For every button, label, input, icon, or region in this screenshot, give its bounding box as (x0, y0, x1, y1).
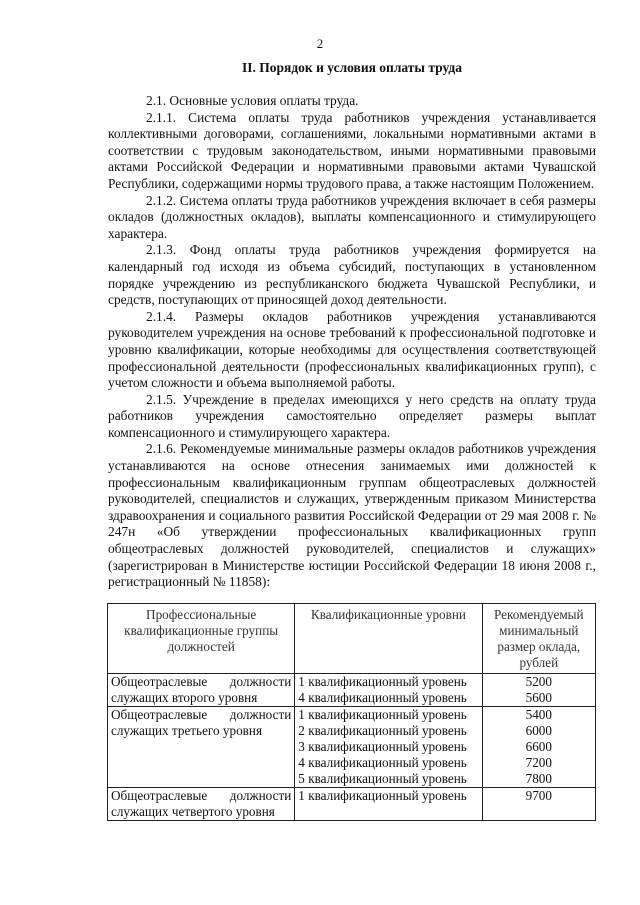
levels-cell (295, 788, 482, 821)
section-heading: II. Порядок и условия оплаты труда (242, 60, 462, 75)
level-item: 2 квалификационный уровень (298, 723, 467, 738)
group-cell: Общеотраслевые должности служащих второго уровня (108, 674, 295, 707)
salary-value: 6600 (525, 739, 552, 754)
paragraph-2-1-6: 2.1.6. Рекомендуемые минимальные размеры окладов работников учреждения устанавливаются на основе отнесения занимаемых ими должностей к профессиональным квалификационным группам общеотраслевых должностей руководителей, специалистов и служащих, утвержденным приказом Министерства здравоохранения и социального развития Российской Федерации от 29 мая 2008 г. № 247н «Об утверждении профессиональных квалификационных групп общеотраслевых должностей руководителей, специалистов и служащих» (зарегистрирован в Министерстве юстиции Российской Федерации 18 июня 2008 г., регистрационный № 11858): (108, 441, 596, 590)
paragraph-2-1-4: 2.1.4. Размеры окладов работников учреждения устанавливаются руководителем учреждения на основе требований к профессиональной подготовке и уровню квалификации, которые необходимы для осуществления соответствующей профессиональной деятельности (профессиональных квалификационных групп), с учетом сложности и объема выполняемой работы. (108, 308, 596, 391)
header-groups: Профессиональные квалификационные группы должностей (108, 604, 295, 674)
level-item: 4 квалификационный уровень (298, 690, 467, 705)
paragraph-2-1-5: 2.1.5. Учреждение в пределах имеющихся у него средств на оплату труда работников учреждения самостоятельно определяет размеры выплат компенсационного и стимулирующего характера. (108, 391, 596, 440)
levels-cell (295, 707, 482, 788)
header-levels: Квалификационные уровни (295, 604, 482, 674)
table-header-row (108, 604, 596, 674)
group-cell: Общеотраслевые должности служащих третьего уровня (108, 707, 295, 788)
level-item: 1 квалификационный уровень (298, 707, 467, 722)
body-text (108, 93, 596, 591)
group-cell: Общеотраслевые должности служащих четвертого уровня (108, 788, 295, 821)
salary-value: 5200 (525, 674, 552, 689)
table-row (108, 674, 596, 707)
salary-value: 7800 (525, 771, 552, 786)
salary-value: 7200 (525, 755, 552, 770)
salary-cell (482, 674, 595, 707)
table-row (108, 707, 596, 788)
level-item: 5 квалификационный уровень (298, 771, 467, 786)
salary-value: 6000 (525, 723, 552, 738)
paragraph-2-1: 2.1. Основные условия оплаты труда. (146, 93, 359, 108)
paragraph-2-1-3: 2.1.3. Фонд оплаты труда работников учреждения формируется на календарный год исходя из объема субсидий, поступающих в установленном порядке учреждению из республиканского бюджета Чувашской Республики, и средств, поступающих от приносящей доход деятельности. (108, 242, 596, 308)
paragraph-2-1-2: 2.1.2. Система оплаты труда работников учреждения включает в себя размеры окладов (должностных окладов), выплаты компенсационного и стимулирующего характера. (108, 192, 596, 241)
level-item: 1 квалификационный уровень (298, 674, 467, 689)
salary-cell (482, 707, 595, 788)
salary-value: 5400 (525, 707, 552, 722)
levels-cell (295, 674, 482, 707)
salary-value: 9700 (525, 788, 552, 803)
salary-cell (482, 788, 595, 821)
level-item: 1 квалификационный уровень (298, 788, 467, 803)
salary-value: 5600 (525, 690, 552, 705)
level-item: 4 квалификационный уровень (298, 755, 467, 770)
header-salary: Рекомендуемый минимальный размер оклада, рублей (482, 604, 595, 674)
table-row (108, 788, 596, 821)
level-item: 3 квалификационный уровень (298, 739, 467, 754)
salary-table (107, 603, 596, 821)
page-number: 2 (316, 36, 324, 51)
paragraph-2-1-1: 2.1.1. Система оплаты труда работников учреждения устанавливается коллективными договорами, соглашениями, локальными нормативными актами в соответствии с трудовым законодательством, иными нормативными правовыми актами Российской Федерации и нормативными правовыми актами Чувашской Республики, содержащими нормы трудового права, а также настоящим Положением. (108, 109, 596, 191)
